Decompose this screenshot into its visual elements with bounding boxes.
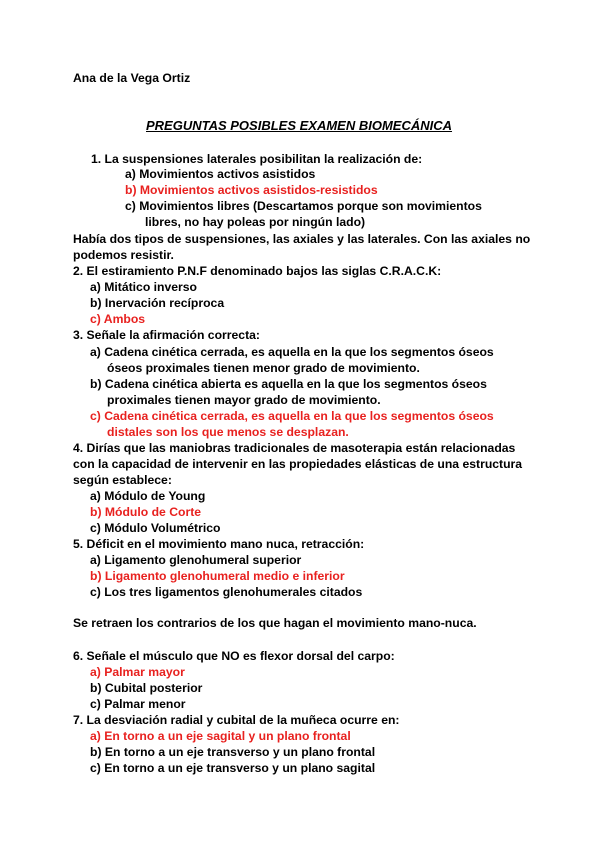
q1-option-c-cont: libres, no hay poleas por ningún lado) xyxy=(145,215,366,229)
q6-option-a-correct: a) Palmar mayor xyxy=(90,665,185,679)
q3-option-b-cont: proximales tienen mayor grado de movimiento. xyxy=(107,393,381,407)
q3-option-b: b) Cadena cinética abierta es aquella en la que los segmentos óseos xyxy=(90,377,487,391)
question-3: 3. Señale la afirmación correcta: xyxy=(73,328,260,342)
q1-note-cont: podemos resistir. xyxy=(73,248,174,262)
q1-option-a: a) Movimientos activos asistidos xyxy=(125,167,316,181)
q1-note: Había dos tipos de suspensiones, las axiales y las laterales. Con las axiales no xyxy=(73,232,531,246)
q7-option-c: c) En torno a un eje transverso y un plano sagital xyxy=(90,761,376,775)
q5-option-b-correct: b) Ligamento glenohumeral medio e inferior xyxy=(90,569,345,583)
question-4-cont: con la capacidad de intervenir en las propiedades elásticas de una estructura xyxy=(73,457,523,471)
q7-option-a-correct: a) En torno a un eje sagital y un plano frontal xyxy=(90,729,351,743)
q5-option-a: a) Ligamento glenohumeral superior xyxy=(90,553,302,567)
q1-option-b-correct: b) Movimientos activos asistidos-resistidos xyxy=(125,183,378,197)
q7-option-b: b) En torno a un eje transverso y un plano frontal xyxy=(90,745,376,759)
q3-option-a-cont: óseos proximales tienen menor grado de movimiento. xyxy=(107,361,420,375)
q6-option-c: c) Palmar menor xyxy=(90,697,186,711)
question-1: 1. La suspensiones laterales posibilitan la realización de: xyxy=(91,152,423,166)
q4-option-b-correct: b) Módulo de Corte xyxy=(90,505,202,519)
q4-option-a: a) Módulo de Young xyxy=(90,489,206,503)
q6-option-b: b) Cubital posterior xyxy=(90,681,203,695)
question-5: 5. Déficit en el movimiento mano nuca, retracción: xyxy=(73,537,365,551)
q2-option-a: a) Mitático inverso xyxy=(90,280,198,294)
page-title: PREGUNTAS POSIBLES EXAMEN BIOMECÁNICA xyxy=(146,118,453,133)
question-4-cont-2: según establece: xyxy=(73,473,172,487)
author-name: Ana de la Vega Ortiz xyxy=(73,71,191,85)
q5-option-c: c) Los tres ligamentos glenohumerales citados xyxy=(90,585,363,599)
question-6: 6. Señale el músculo que NO es flexor dorsal del carpo: xyxy=(73,649,395,663)
question-4: 4. Dirías que las maniobras tradicionales de masoterapia están relacionadas xyxy=(73,441,516,455)
q2-option-c-correct: c) Ambos xyxy=(90,312,146,326)
q3-option-c-cont: distales son los que menos se desplazan. xyxy=(107,425,349,439)
q2-option-b: b) Inervación recíproca xyxy=(90,296,225,310)
question-2: 2. El estiramiento P.N.F denominado bajos las siglas C.R.A.C.K: xyxy=(73,264,442,278)
question-7: 7. La desviación radial y cubital de la muñeca ocurre en: xyxy=(73,713,400,727)
q3-option-a: a) Cadena cinética cerrada, es aquella en la que los segmentos óseos xyxy=(90,345,494,359)
q3-option-c-correct: c) Cadena cinética cerrada, es aquella en la que los segmentos óseos xyxy=(90,409,494,423)
q1-option-c: c) Movimientos libres (Descartamos porque son movimientos xyxy=(125,199,482,213)
q4-option-c: c) Módulo Volumétrico xyxy=(90,521,221,535)
q5-note: Se retraen los contrarios de los que hagan el movimiento mano-nuca. xyxy=(73,616,477,630)
